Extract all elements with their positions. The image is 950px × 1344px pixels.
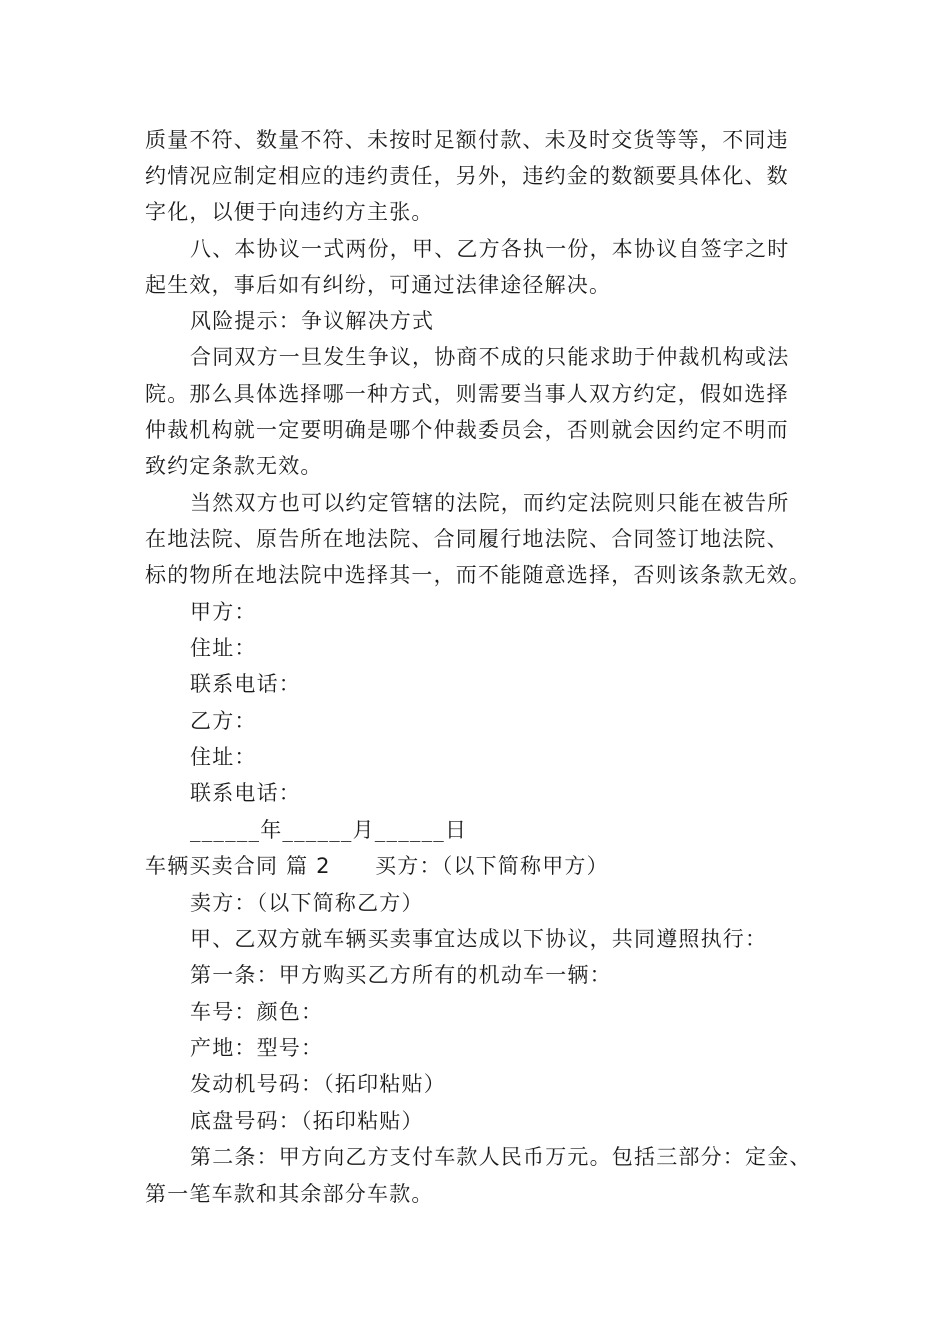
text-line-3: 字化，以便于向违约方主张。 <box>145 200 434 224</box>
party-a-address-label: 住址： <box>190 636 257 660</box>
clause-eight-line-2: 起生效，事后如有纠纷，可通过法律途径解决。 <box>145 273 612 297</box>
date-line: ______年______月______日 <box>190 818 468 842</box>
dispute-para-line-3: 仲裁机构就一定要明确是哪个仲裁委员会，否则就会因约定不明而 <box>145 418 789 442</box>
engine-number-label: 发动机号码：（拓印粘贴） <box>190 1072 446 1096</box>
dispute-para-line-4: 致约定条款无效。 <box>145 454 323 478</box>
court-para-line-2: 在地法院、原告所在地法院、合同履行地法院、合同签订地法院、 <box>145 527 789 551</box>
plate-color-label: 车号：颜色： <box>190 1000 324 1024</box>
dispute-para-line-2: 院。那么具体选择哪一种方式，则需要当事人双方约定，假如选择 <box>145 382 789 406</box>
party-b-address-label: 住址： <box>190 745 257 769</box>
chassis-number-label: 底盘号码：（拓印粘贴） <box>190 1109 424 1133</box>
clause-eight-line-1: 八、本协议一式两份，甲、乙方各执一份，本协议自签字之时 <box>190 237 790 261</box>
section-title-line: 车辆买卖合同 篇 2 买方：（以下简称甲方） <box>145 854 609 878</box>
party-b-phone-label: 联系电话： <box>190 781 301 805</box>
text-line-1: 质量不符、数量不符、未按时足额付款、未及时交货等等，不同违 <box>145 128 789 152</box>
article-two-line-2: 第一笔车款和其余部分车款。 <box>145 1182 434 1206</box>
seller-label: 卖方：（以下简称乙方） <box>190 891 424 915</box>
risk-notice-heading: 风险提示：争议解决方式 <box>190 309 435 333</box>
party-a-label: 甲方： <box>190 600 257 624</box>
court-para-line-3: 标的物所在地法院中选择其一，而不能随意选择，否则该条款无效。 <box>145 563 811 587</box>
party-b-label: 乙方： <box>190 709 257 733</box>
text-line-2: 约情况应制定相应的违约责任，另外，违约金的数额要具体化、数 <box>145 164 789 188</box>
court-para-line-1: 当然双方也可以约定管辖的法院，而约定法院则只能在被告所 <box>190 491 790 515</box>
article-one: 第一条：甲方购买乙方所有的机动车一辆： <box>190 963 612 987</box>
dispute-para-line-1: 合同双方一旦发生争议，协商不成的只能求助于仲裁机构或法 <box>190 345 790 369</box>
article-two-line-1: 第二条：甲方向乙方支付车款人民币万元。包括三部分：定金、 <box>190 1145 812 1169</box>
agreement-intro: 甲、乙双方就车辆买卖事宜达成以下协议，共同遵照执行： <box>190 927 768 951</box>
party-a-phone-label: 联系电话： <box>190 672 301 696</box>
origin-model-label: 产地：型号： <box>190 1036 324 1060</box>
